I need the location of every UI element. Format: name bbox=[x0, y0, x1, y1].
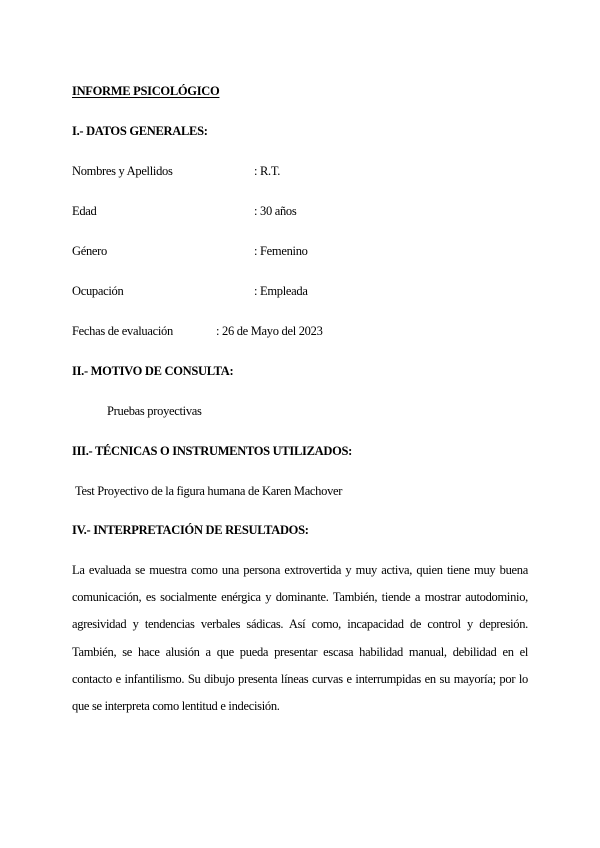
motivo-text: Pruebas proyectivas bbox=[107, 404, 202, 418]
field-value-nombres: : R.T. bbox=[254, 164, 281, 178]
section-heading-datos-generales: I.- DATOS GENERALES: bbox=[72, 124, 208, 138]
field-value-genero: : Femenino bbox=[254, 244, 308, 258]
tecnicas-text: Test Proyectivo de la figura humana de Karen Machover bbox=[75, 484, 343, 498]
field-label-fecha: Fechas de evaluación bbox=[72, 324, 173, 338]
field-value-edad: : 30 años bbox=[254, 204, 297, 218]
field-label-nombres: Nombres y Apellidos bbox=[72, 164, 173, 178]
field-label-ocupacion: Ocupación bbox=[72, 284, 124, 298]
field-value-fecha: : 26 de Mayo del 2023 bbox=[216, 324, 323, 338]
page-title: INFORME PSICOLÓGICO bbox=[72, 84, 220, 98]
field-label-genero: Género bbox=[72, 244, 107, 258]
field-value-ocupacion: : Empleada bbox=[254, 284, 308, 298]
field-label-edad: Edad bbox=[72, 204, 97, 218]
section-heading-tecnicas: III.- TÉCNICAS O INSTRUMENTOS UTILIZADOS: bbox=[72, 444, 353, 458]
section-heading-interpretacion: IV.- INTERPRETACIÓN DE RESULTADOS: bbox=[72, 523, 309, 537]
section-heading-motivo: II.- MOTIVO DE CONSULTA: bbox=[72, 364, 234, 378]
interpretacion-paragraph: La evaluada se muestra como una persona extrovertida y muy activa, quien tiene muy buena comunicación, es socialmente enérgica y dominante. También, tiende a mostrar autodominio, agresividad y tendencias verbales sádicas. Así como, incapacidad de control y depresión. También, se hace alusión a que pueda presentar escasa habilidad manual, debilidad en el contacto e infantilismo. Su dibujo presenta líneas curvas e interrumpidas en su mayoría; por lo que se interpreta como lentitud e indecisión. bbox=[72, 563, 528, 714]
